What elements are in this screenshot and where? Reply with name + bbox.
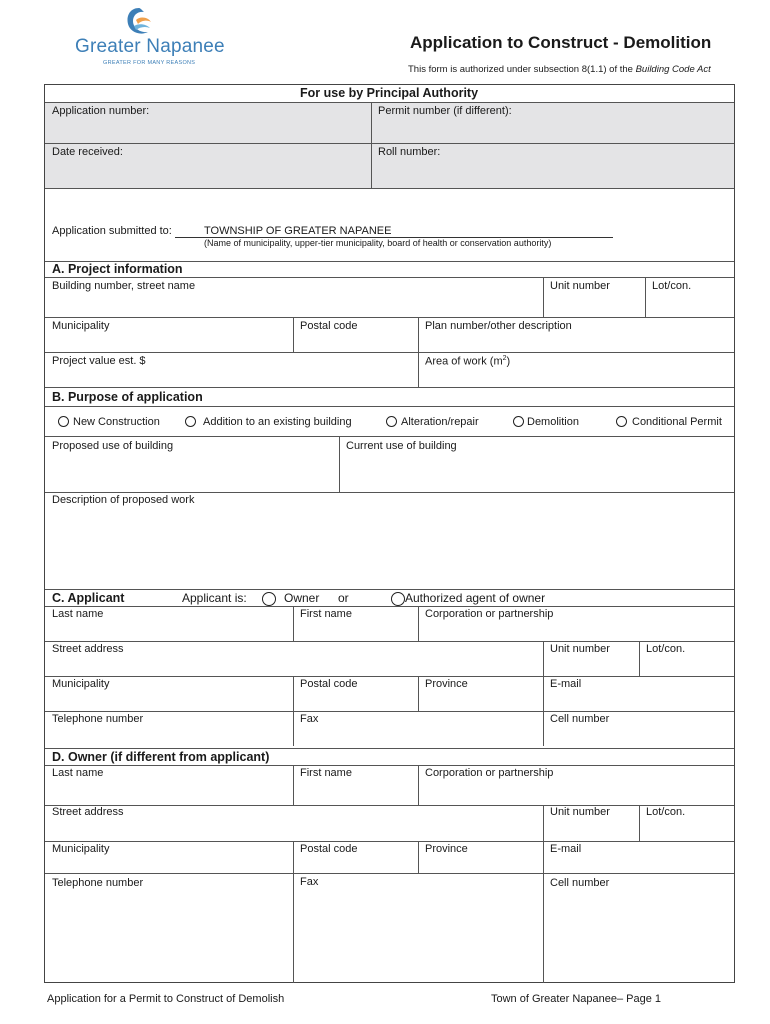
new-construction-radio[interactable] <box>58 416 69 427</box>
date-received-field[interactable] <box>46 159 369 187</box>
divider <box>543 641 544 676</box>
authority-heading: For use by Principal Authority <box>300 86 479 100</box>
addition-label: Addition to an existing building <box>203 416 352 428</box>
divider <box>45 711 734 712</box>
unit-number-label: Unit number <box>550 280 610 292</box>
roll-number-field[interactable] <box>373 159 733 187</box>
divider <box>543 841 544 983</box>
d-email-field[interactable] <box>545 855 733 872</box>
agent-label: Authorized agent of owner <box>405 591 546 605</box>
c-unit-label: Unit number <box>550 643 610 655</box>
c-email-field[interactable] <box>545 690 733 710</box>
c-unit-field[interactable] <box>545 655 637 675</box>
c-postal-field[interactable] <box>295 690 416 710</box>
lot-con-label: Lot/con. <box>652 280 692 292</box>
demolition-radio[interactable] <box>513 416 524 427</box>
section-c-heading: C. Applicant <box>52 591 125 605</box>
divider <box>45 641 734 642</box>
d-first-name-field[interactable] <box>295 779 416 804</box>
municipality-label: Municipality <box>52 320 110 332</box>
demolition-label: Demolition <box>527 416 579 428</box>
c-fax-label: Fax <box>300 713 319 725</box>
c-municipality-field[interactable] <box>46 690 291 710</box>
section-a-heading: A. Project information <box>52 262 183 276</box>
current-use-label: Current use of building <box>346 440 457 452</box>
d-unit-field[interactable] <box>545 819 637 840</box>
project-value-label: Project value est. $ <box>52 355 146 367</box>
submitted-to-note: (Name of municipality, upper-tier municipality, board of health or conservation authority) <box>204 238 552 248</box>
unit-number-field[interactable] <box>545 292 643 316</box>
d-fax-field[interactable] <box>295 890 541 980</box>
area-of-work-label <box>425 355 510 368</box>
alteration-radio[interactable] <box>386 416 397 427</box>
c-first-name-label: First name <box>300 608 352 620</box>
d-first-name-label: First name <box>300 767 352 779</box>
divider <box>543 805 544 841</box>
c-cell-field[interactable] <box>545 725 733 745</box>
d-lot-con-field[interactable] <box>641 819 733 840</box>
application-number-label: Application number: <box>52 105 150 117</box>
divider <box>45 748 734 749</box>
d-street-label: Street address <box>52 806 124 818</box>
d-lot-con-label: Lot/con. <box>646 806 686 818</box>
or-label: or <box>338 591 349 605</box>
divider <box>45 589 734 590</box>
current-use-field[interactable] <box>341 454 733 491</box>
d-unit-label: Unit number <box>550 806 610 818</box>
c-lot-con-label: Lot/con. <box>646 643 686 655</box>
area-close: ) <box>506 355 511 368</box>
d-province-label: Province <box>425 843 468 855</box>
d-corporation-field[interactable] <box>420 779 733 804</box>
divider <box>45 436 734 437</box>
postal-code-label: Postal code <box>300 320 358 332</box>
divider <box>45 492 734 493</box>
d-last-name-field[interactable] <box>46 779 291 804</box>
municipality-field[interactable] <box>46 332 291 351</box>
d-street-field[interactable] <box>46 819 541 840</box>
footer-right: Town of Greater Napanee– Page 1 <box>491 993 662 1005</box>
c-fax-field[interactable] <box>295 725 541 745</box>
applicant-is-label: Applicant is: <box>182 591 247 605</box>
new-construction-label: New Construction <box>73 416 160 428</box>
c-corporation-label: Corporation or partnership <box>425 608 554 620</box>
c-lot-con-field[interactable] <box>641 655 733 675</box>
d-cell-field[interactable] <box>545 890 733 980</box>
c-corporation-field[interactable] <box>420 620 733 640</box>
divider <box>543 277 544 317</box>
form-subtitle <box>408 64 711 75</box>
d-last-name-label: Last name <box>52 767 104 779</box>
form-title: Application to Construct - Demolition <box>410 33 712 52</box>
divider <box>418 765 419 805</box>
postal-code-field[interactable] <box>295 332 416 351</box>
d-telephone-label: Telephone number <box>52 877 144 889</box>
divider <box>418 841 419 873</box>
owner-label: Owner <box>284 591 320 605</box>
conditional-permit-label: Conditional Permit <box>632 416 722 428</box>
logo <box>72 6 225 68</box>
plan-number-label: Plan number/other description <box>425 320 572 332</box>
c-telephone-field[interactable] <box>46 725 291 745</box>
proposed-use-label: Proposed use of building <box>52 440 174 452</box>
description-field[interactable] <box>46 508 733 587</box>
divider <box>293 606 294 641</box>
c-last-name-field[interactable] <box>46 620 291 640</box>
owner-radio[interactable] <box>262 592 276 606</box>
divider <box>418 606 419 641</box>
area-text: Area of work (m <box>425 355 503 368</box>
logo-text: Greater Napanee <box>75 36 225 57</box>
d-telephone-field[interactable] <box>46 890 291 980</box>
subtitle-act: Building Code Act <box>635 64 711 75</box>
plan-number-field[interactable] <box>420 332 733 351</box>
d-municipality-label: Municipality <box>52 843 110 855</box>
permit-number-label: Permit number (if different): <box>378 105 512 117</box>
d-province-field[interactable] <box>420 855 541 872</box>
divider <box>45 406 734 407</box>
divider <box>45 387 734 388</box>
divider <box>639 805 640 841</box>
divider <box>45 102 734 103</box>
divider <box>45 317 734 318</box>
divider <box>45 188 734 189</box>
date-received-label: Date received: <box>52 146 123 158</box>
project-value-field[interactable] <box>46 367 416 386</box>
c-telephone-label: Telephone number <box>52 713 144 725</box>
c-first-name-field[interactable] <box>295 620 416 640</box>
divider <box>45 606 734 607</box>
section-b-heading: B. Purpose of application <box>52 390 203 404</box>
divider <box>45 676 734 677</box>
c-last-name-label: Last name <box>52 608 104 620</box>
c-street-field[interactable] <box>46 655 541 675</box>
divider <box>45 841 734 842</box>
agent-radio[interactable] <box>391 592 405 606</box>
d-cell-label: Cell number <box>550 877 610 889</box>
divider <box>639 641 640 676</box>
c-province-label: Province <box>425 678 468 690</box>
c-province-field[interactable] <box>420 690 541 710</box>
lot-con-field[interactable] <box>647 292 733 316</box>
divider <box>45 143 734 144</box>
divider <box>418 676 419 711</box>
c-postal-label: Postal code <box>300 678 358 690</box>
divider <box>293 317 294 352</box>
conditional-permit-radio[interactable] <box>616 416 627 427</box>
divider <box>45 765 734 766</box>
c-email-label: E-mail <box>550 678 582 690</box>
divider <box>293 841 294 983</box>
description-label: Description of proposed work <box>52 494 195 506</box>
section-d-heading: D. Owner (if different from applicant) <box>52 750 270 764</box>
addition-radio[interactable] <box>185 416 196 427</box>
logo-mark-icon <box>122 6 156 38</box>
area-sup: 2 <box>502 355 507 362</box>
d-email-label: E-mail <box>550 843 582 855</box>
divider <box>45 352 734 353</box>
d-fax-label: Fax <box>300 876 319 888</box>
d-municipality-field[interactable] <box>46 855 291 872</box>
footer-left: Application for a Permit to Construct of Demolish <box>47 993 285 1005</box>
submitted-to-label: Application submitted to: <box>52 225 172 237</box>
application-number-field[interactable] <box>46 118 369 142</box>
d-corporation-label: Corporation or partnership <box>425 767 554 779</box>
logo-tagline: GREATER FOR MANY REASONS <box>103 60 196 66</box>
c-cell-label: Cell number <box>550 713 610 725</box>
d-postal-field[interactable] <box>295 855 416 872</box>
divider <box>371 102 372 188</box>
divider <box>293 765 294 805</box>
d-postal-label: Postal code <box>300 843 358 855</box>
divider <box>339 436 340 492</box>
divider <box>45 873 734 874</box>
building-street-label: Building number, street name <box>52 280 196 292</box>
permit-number-field[interactable] <box>373 118 733 142</box>
divider <box>645 277 646 317</box>
submitted-to-value[interactable]: TOWNSHIP OF GREATER NAPANEE <box>204 225 392 237</box>
c-municipality-label: Municipality <box>52 678 110 690</box>
divider <box>45 277 734 278</box>
proposed-use-field[interactable] <box>46 454 337 491</box>
alteration-label: Alteration/repair <box>401 416 479 428</box>
subtitle-prefix: This form is authorized under subsection 8(1.1) of the <box>408 64 636 75</box>
area-of-work-field[interactable] <box>420 367 733 386</box>
roll-number-label: Roll number: <box>378 146 441 158</box>
c-street-label: Street address <box>52 643 124 655</box>
divider <box>45 805 734 806</box>
building-street-field[interactable] <box>46 292 541 316</box>
